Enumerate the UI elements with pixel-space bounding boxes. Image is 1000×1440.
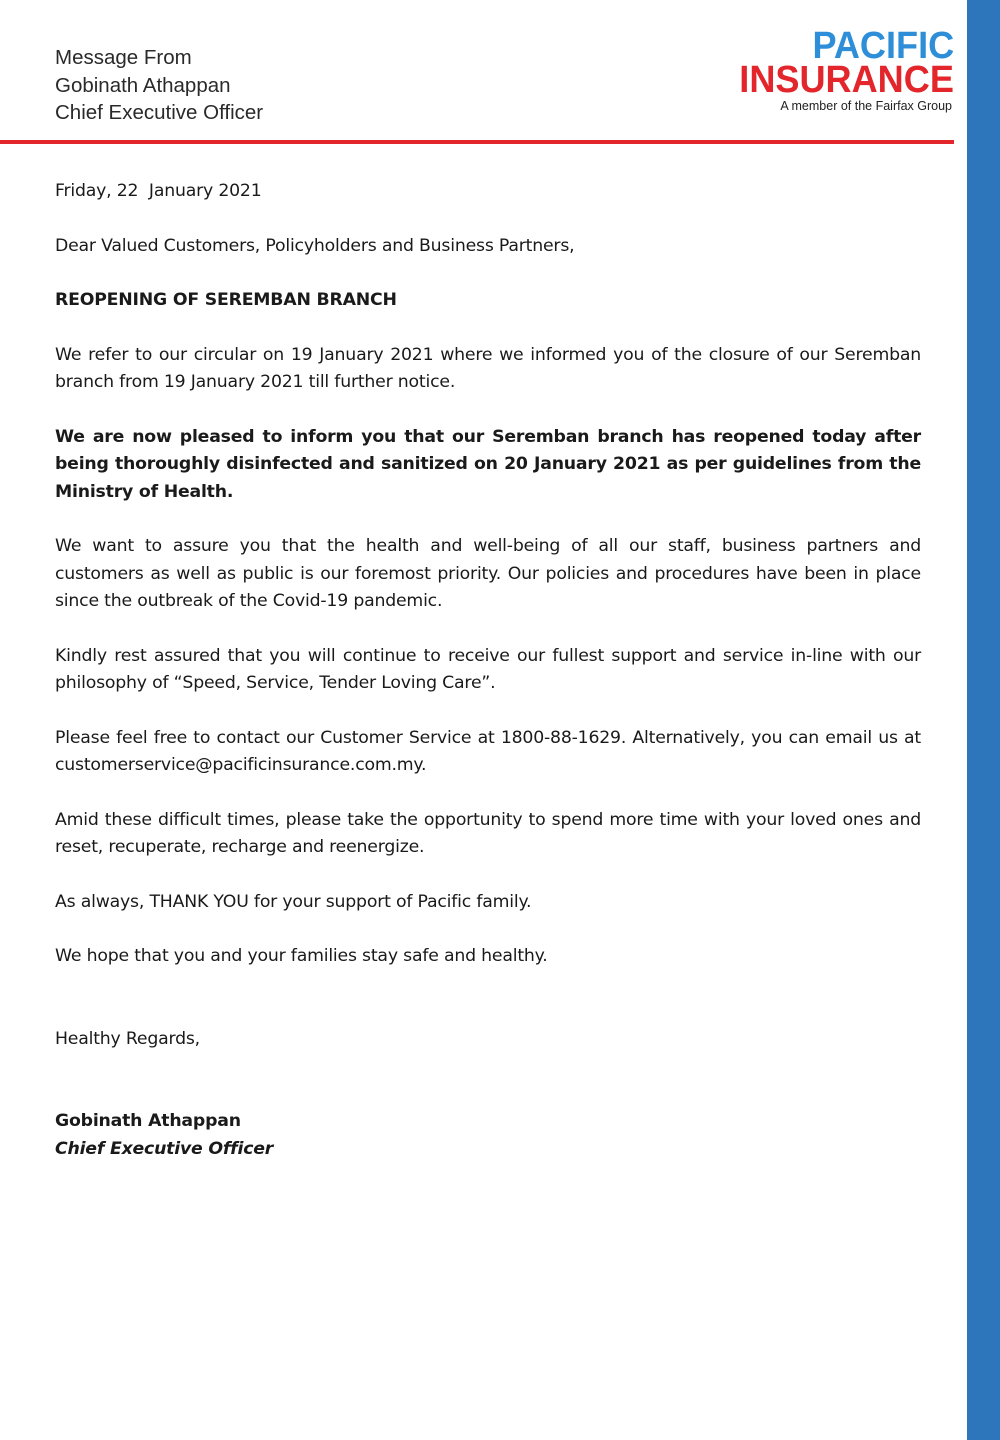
letter-subject: REOPENING OF SEREMBAN BRANCH [55,290,397,310]
header-sender [55,44,263,127]
paragraph-contact: Please feel free to contact our Customer Service at 1800-88-1629. Alternatively, you can email us at customerservice@pacificinsurance.com.my. [55,727,921,775]
signature-name: Gobinath Athappan [55,1111,241,1131]
letter-closing: Healthy Regards, [55,1028,200,1049]
paragraph-reopening: We are now pleased to inform you that our Seremban branch has reopened today after being thoroughly disinfected and sanitized on 20 January 2021 as per guidelines from the Ministry of Health. [55,426,921,502]
logo-insurance-wordmark: INSURANCE [739,59,954,101]
paragraph-thank-you: As always, THANK YOU for your support of Pacific family. [55,891,532,912]
side-color-bar [967,0,1000,1440]
logo-tagline: A member of the Fairfax Group [780,99,952,113]
paragraph-support: Kindly rest assured that you will continue to receive our fullest support and service in-line with our philosophy of “Speed, Service, Tender Loving Care”. [55,645,921,693]
letter-date: Friday, 22 January 2021 [55,181,262,201]
paragraph-difficult-times: Amid these difficult times, please take the opportunity to spend more time with your loved ones and reset, recuperate, recharge and reenergize. [55,809,921,857]
logo-pacific-wordmark: PACIFIC [812,25,954,67]
paragraph-circular: We refer to our circular on 19 January 2021 where we informed you of the closure of our Seremban branch from 19 January 2021 till further notice. [55,344,921,392]
letter-salutation: Dear Valued Customers, Policyholders and Business Partners, [55,235,575,256]
signature-block [55,1108,921,1163]
paragraph-stay-safe: We hope that you and your families stay safe and healthy. [55,946,548,966]
header-line-message-from: Message From [55,46,192,69]
letter-body [55,178,921,1163]
signature-title: Chief Executive Officer [55,1138,274,1159]
paragraph-assurance: We want to assure you that the health and well-being of all our staff, business partners and customers as well as public is our foremost priority. Our policies and procedures have been in place since the outbreak of the Covid-19 pandemic. [55,536,921,611]
header-line-name: Gobinath Athappan [55,73,231,97]
header-line-title: Chief Executive Officer [55,101,264,124]
header-divider [0,140,954,144]
pacific-insurance-logo [700,26,954,118]
